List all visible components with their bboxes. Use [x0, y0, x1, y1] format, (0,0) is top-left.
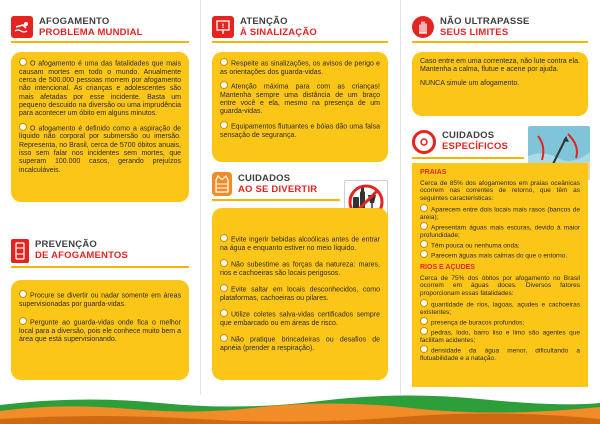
landscape-footer	[0, 395, 600, 424]
paragraph: Não pratique brincadeiras ou desafios de apnéia (prender a respiração).	[220, 334, 380, 353]
bullet-icon	[420, 317, 428, 325]
header-underline	[412, 41, 588, 43]
info-panel	[11, 52, 189, 202]
bullet-icon	[420, 299, 428, 307]
list-item: Apresentam águas mais escuras, devido à maior profundidade;	[420, 222, 580, 240]
info-panel	[11, 280, 189, 380]
paragraph: Procure se divertir ou nadar somente em áreas supervisionadas por guarda-vidas.	[19, 290, 181, 309]
bullet-icon	[220, 259, 228, 267]
info-panel	[212, 52, 388, 162]
section-title: AFOGAMENTO	[39, 16, 110, 27]
bullet-icon	[220, 121, 228, 129]
section-subtitle: AO SE DIVERTIR	[238, 184, 318, 195]
svg-text:!: !	[221, 23, 225, 30]
subheading-praias: PRAIAS	[420, 169, 447, 176]
header-underline	[412, 157, 524, 159]
section-title: NÃO ULTRAPASSE	[440, 16, 530, 27]
paragraph: Caso entre em uma correnteza, não lute contra ela. Mantenha a calma, flutue e acene por ajuda.	[420, 58, 580, 74]
list-item: Aparecem entre dois locais mais rasos (bancos de areia);	[420, 204, 580, 222]
paragraph: Evite saltar em locais desconhecidos, como plataformas, cachoeiras ou pilares.	[220, 284, 380, 303]
bullet-icon	[420, 250, 428, 258]
section-header-cuidados-especificos	[412, 130, 508, 154]
header-underline	[11, 266, 189, 268]
bullet-icon	[420, 222, 428, 230]
bullet-icon	[220, 334, 228, 342]
section-title: PREVENÇÃO	[35, 239, 97, 250]
paragraph: Não subestime as forças da natureza: mares, rios e cachoeiras são locais perigosos.	[220, 259, 380, 278]
list-item: Têm pouca ou nenhuma onda;	[420, 240, 580, 250]
info-panel	[212, 208, 388, 380]
section-subtitle: DE AFOGAMENTOS	[35, 250, 129, 261]
bullet-icon	[220, 284, 228, 292]
column-3	[400, 0, 600, 424]
paragraph: Atenção máxima para com as crianças! Mantenha sempre uma distância de um braço entre você e ela, mesmo na presença de um guarda-vidas.	[220, 81, 380, 117]
paragraph: O afogamento é uma das fatalidades que mais causam mortes em todo o mundo. Anualmente cerca de 500.000 pessoas morrem por afogamento não intencional. As crianças e adolescentes são mais afetadas por esse incidente. Basta um pequeno descuido na diversão ou uma imprudência para acontecer um óbito em alguns minutos.	[19, 58, 181, 119]
bullet-icon	[19, 58, 27, 66]
paragraph: NUNCA simule um afogamento.	[420, 79, 520, 87]
bullet-icon	[220, 234, 228, 242]
list-item: Parecem águas mais calmas do que o entorno.	[420, 250, 580, 260]
section-header-cuidados-divertir	[212, 172, 317, 196]
section-subtitle: PROBLEMA MUNDIAL	[39, 27, 143, 38]
bullet-icon	[19, 317, 27, 325]
section-header-atencao	[212, 16, 317, 38]
paragraph: Respeite as sinalizações, os avisos de perigo e as orientações dos guarda-vidas.	[220, 58, 380, 77]
bullet-icon	[19, 290, 27, 298]
header-underline	[11, 41, 189, 43]
warning-sign-icon	[212, 16, 234, 38]
section-header-limites	[412, 16, 530, 38]
section-subtitle: SEUS LIMITES	[440, 27, 509, 38]
info-panel	[412, 163, 588, 387]
bullet-icon	[220, 309, 228, 317]
list-item: densidade da água menor, dificultando a flutuabilidade e a natação.	[420, 345, 580, 363]
paragraph: Evite ingerir bebidas alcoólicas antes de entrar na água e enquanto estiver no meio líquido.	[220, 234, 380, 253]
paragraph: Pergunte ao guarda-vidas onde fica o melhor local para a diversão, pois ele conhece muito bem a área que está supervisionando.	[19, 317, 181, 344]
bullet-icon	[420, 240, 428, 248]
paragraph: Cerca de 75% dos óbitos por afogamento no Brasil ocorrem em águas doces. Diversos fatores proporcionam essas fatalidades:	[420, 274, 580, 297]
section-subtitle: À SINALIZAÇÃO	[240, 27, 318, 38]
lifebuoy-icon	[412, 130, 436, 154]
section-title: CUIDADOS	[442, 130, 495, 141]
bullet-icon	[220, 58, 228, 66]
bullet-icon	[420, 204, 428, 212]
stop-hand-icon	[412, 16, 434, 38]
life-vest-icon	[212, 172, 232, 196]
info-panel	[412, 52, 588, 116]
paragraph: Equipamentos flutuantes e bóias dão uma falsa sensação de segurança.	[220, 121, 380, 140]
list-item: presença de buracos profundos;	[420, 317, 580, 327]
column-2	[200, 0, 400, 424]
column-1	[0, 0, 200, 424]
subheading-rios: RIOS E AÇUDES	[420, 263, 475, 271]
paragraph: Cerca de 85% dos afogamentos em praias oceânicas ocorrem nas correntes de retorno, que têm as seguintes características:	[420, 179, 580, 202]
paragraph: Utilize coletes salva-vidas certificados sempre que embarcado ou em áreas de risco.	[220, 309, 380, 328]
swimmer-icon	[11, 16, 33, 38]
bullet-icon	[420, 345, 428, 353]
bullet-icon	[19, 123, 27, 131]
header-underline	[212, 199, 340, 201]
buoy-icon	[11, 239, 29, 263]
section-subtitle: ESPECÍFICOS	[442, 141, 509, 152]
bullet-icon	[420, 327, 428, 335]
paragraph: O afogamento é definido como a aspiração de líquido não corporal por submersão ou imersão. Representa, no Brasil, cerca de 5700 óbitos anuais, isso sem falar nos incidentes sem mortes, que superam 100.000 casos, gerando prejuízos incalculáveis.	[19, 123, 181, 175]
bullet-icon	[220, 81, 228, 89]
section-header-prevencao	[11, 239, 128, 263]
header-underline	[212, 41, 388, 43]
section-title: ATENÇÃO	[240, 16, 288, 27]
section-title: CUIDADOS	[238, 173, 291, 184]
list-item: pedras, lodo, barro liso e limo são agentes que facilitam acidentes;	[420, 327, 580, 345]
list-item: quantidade de rios, lagoas, açudes e cachoeiras existentes;	[420, 299, 580, 317]
section-header-afogamento	[11, 16, 143, 38]
